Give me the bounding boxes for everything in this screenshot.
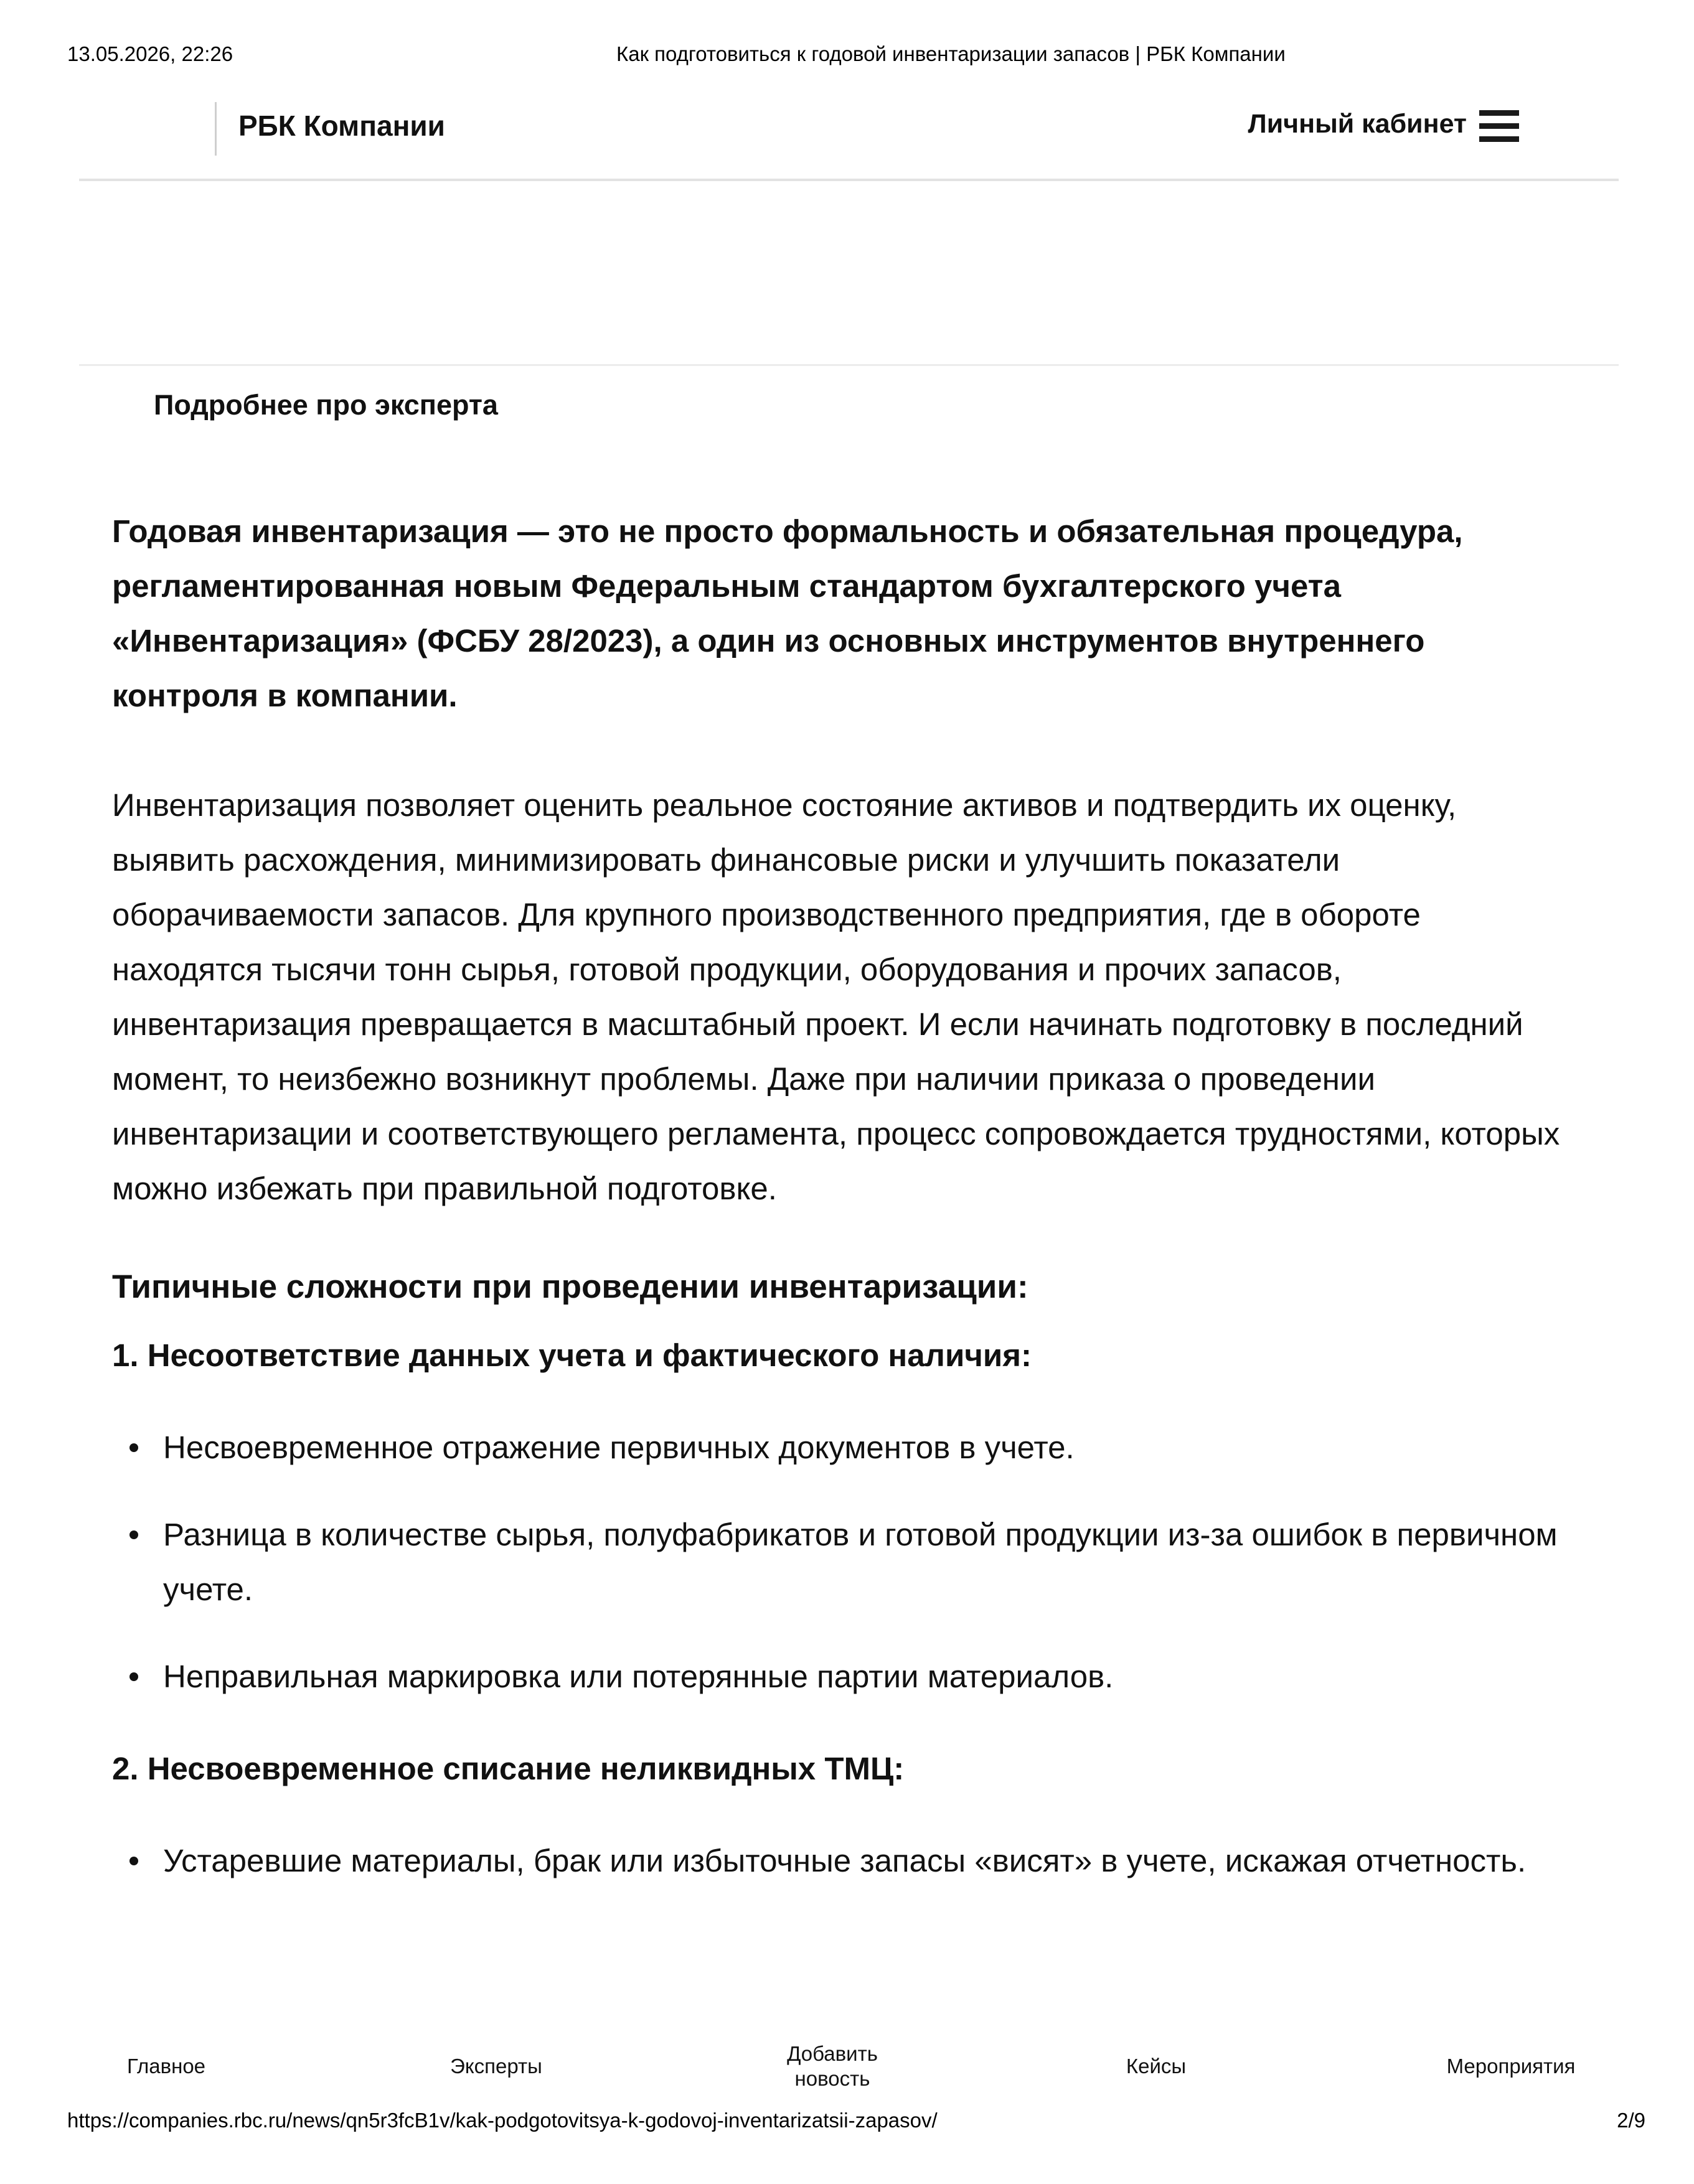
bottom-navigation <box>79 2035 1619 2097</box>
bullet-dot-icon <box>129 1530 138 1539</box>
bullet-list-2 <box>112 1834 1569 1888</box>
list-item <box>112 1507 1569 1617</box>
article-body <box>112 504 1569 1921</box>
list-item-text: Неправильная маркировка или потерянные партии материалов. <box>163 1659 1114 1694</box>
nav-item-experts[interactable]: Эксперты <box>450 2055 542 2078</box>
list-item <box>112 1420 1569 1475</box>
list-item-text: Устаревшие материалы, брак или избыточные запасы «висят» в учете, искажая отчетность. <box>163 1843 1527 1878</box>
section-divider <box>79 364 1619 366</box>
print-page-title: Как подготовиться к годовой инвентаризации запасов | РБК Компании <box>616 42 1286 65</box>
nav-item-cases[interactable]: Кейсы <box>1126 2055 1187 2078</box>
article-lead: Годовая инвентаризация — это не просто формальность и обязательная процедура, регламентированная новым Федеральным стандартом бухгалтерского учета «Инвентаризация» (ФСБУ 28/2023), а один из основных инструментов внутреннего контроля в компании. <box>112 513 1463 713</box>
nav-item-add-news[interactable] <box>739 2035 926 2097</box>
bullet-dot-icon <box>129 1857 138 1865</box>
hamburger-menu-icon[interactable] <box>1479 110 1519 143</box>
nav-item-main[interactable]: Главное <box>126 2055 206 2078</box>
bullet-list-1 <box>112 1420 1569 1704</box>
site-logo[interactable]: РБК Компании <box>238 110 445 142</box>
subsection-heading-1: 1. Несоответствие данных учета и фактического наличия: <box>112 1338 1032 1373</box>
nav-item-events[interactable]: Мероприятия <box>1446 2055 1576 2078</box>
list-item <box>112 1834 1569 1888</box>
personal-cabinet-link[interactable]: Личный кабинет <box>1248 109 1467 139</box>
print-datetime: 13.05.2026, 22:26 <box>67 42 233 65</box>
print-page-number: 2/9 <box>1617 2109 1645 2132</box>
list-item-text: Разница в количестве сырья, полуфабрикатов и готовой продукции из-за ошибок в первичном учете. <box>163 1517 1558 1607</box>
article-paragraph: Инвентаризация позволяет оценить реальное состояние активов и подтвердить их оценку, выявить расхождения, минимизировать финансовые риски и улучшить показатели оборачиваемости запасов. Для крупного производственного предприятия, где в обороте находятся тысячи тонн сырья, готовой продукции, оборудования и прочих запасов, инвентаризация превращается в масштабный проект. И если начинать подготовку в последний момент, то неизбежно возникнут проблемы. Даже при наличии приказа о проведении инвентаризации и соответствующего регламента, процесс сопровождается трудностями, которых можно избежать при правильной подготовке. <box>112 787 1560 1206</box>
list-item-text: Несвоевременное отражение первичных документов в учете. <box>163 1430 1075 1465</box>
nav-item-add-news-label: Добавить новость <box>787 2042 878 2090</box>
site-header <box>79 100 1619 181</box>
bullet-dot-icon <box>129 1443 138 1452</box>
section-heading: Типичные сложности при проведении инвентаризации: <box>112 1268 1028 1305</box>
list-item <box>112 1649 1569 1704</box>
print-url: https://companies.rbc.ru/news/qn5r3fcB1v/kak-podgotovitsya-k-godovoj-inventarizatsii-zapasov/ <box>67 2109 938 2132</box>
bullet-dot-icon <box>129 1672 138 1681</box>
expert-details-link[interactable]: Подробнее про эксперта <box>154 389 498 421</box>
subsection-heading-2: 2. Несвоевременное списание неликвидных ТМЦ: <box>112 1751 905 1786</box>
logo-divider <box>215 102 217 156</box>
